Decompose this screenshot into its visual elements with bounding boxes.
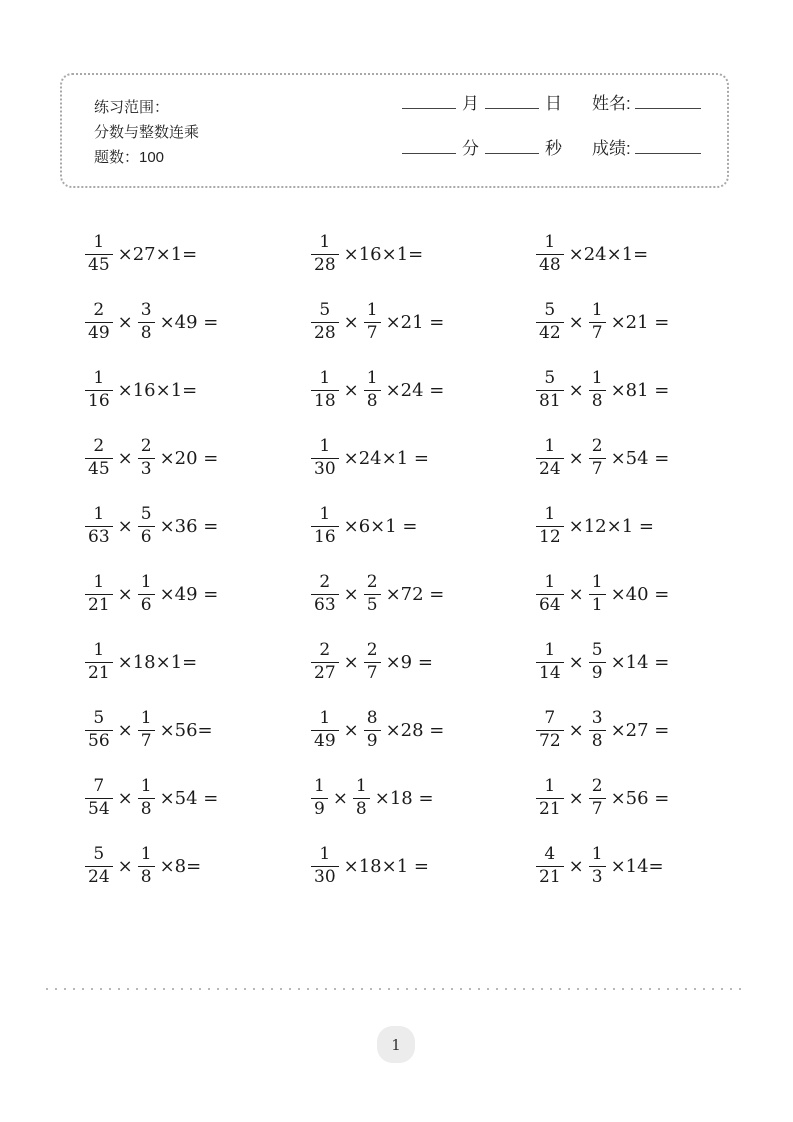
fraction-numerator: 5: [93, 844, 105, 865]
score-label: 成绩:: [592, 139, 631, 158]
fraction: [311, 777, 328, 818]
fraction-numerator: 2: [366, 640, 378, 661]
fraction-numerator: 5: [93, 708, 105, 729]
fraction-denominator: 3: [591, 866, 603, 887]
operator-text: ×: [117, 311, 133, 333]
operator-text: ×: [343, 379, 359, 401]
fraction-denominator: 56: [88, 730, 110, 751]
math-problem: [85, 492, 311, 560]
fraction-numerator: 2: [93, 436, 105, 457]
fraction: [589, 369, 606, 410]
math-problem: [85, 696, 311, 764]
math-problem: [311, 356, 536, 424]
fraction-denominator: 63: [314, 594, 336, 615]
fraction: [353, 777, 370, 818]
fraction-numerator: 1: [140, 844, 152, 865]
math-problem: [311, 220, 536, 288]
fraction-denominator: 12: [539, 526, 561, 547]
fraction-numerator: 1: [366, 368, 378, 389]
page-divider: [46, 988, 748, 990]
fraction: [85, 709, 113, 750]
fraction-numerator: 1: [314, 776, 325, 797]
fraction-denominator: 8: [355, 798, 367, 819]
fraction-numerator: 1: [591, 844, 603, 865]
fraction-numerator: 1: [544, 232, 556, 253]
problems-grid: [85, 220, 760, 900]
second-blank: [485, 139, 539, 154]
fraction-denominator: 48: [539, 254, 561, 275]
math-problem: [536, 628, 760, 696]
fraction-denominator: 81: [539, 390, 561, 411]
fraction: [85, 641, 113, 682]
fraction-denominator: 18: [314, 390, 336, 411]
fraction-numerator: 2: [591, 436, 603, 457]
fraction: [536, 641, 564, 682]
math-problem: [311, 560, 536, 628]
fraction-numerator: 1: [319, 504, 331, 525]
fraction: [138, 777, 155, 818]
fraction-denominator: 8: [591, 730, 603, 751]
operator-text: ×14=: [610, 855, 664, 877]
fraction-numerator: 1: [93, 504, 105, 525]
fraction-numerator: 5: [591, 640, 603, 661]
math-problem: [536, 696, 760, 764]
math-problem: [536, 220, 760, 288]
practice-topic: 分数与整数连乘: [94, 124, 200, 141]
fraction-denominator: 45: [88, 458, 110, 479]
fraction-numerator: 1: [140, 708, 152, 729]
fraction-denominator: 8: [140, 866, 152, 887]
operator-text: ×56=: [159, 719, 213, 741]
fraction-numerator: 1: [93, 640, 105, 661]
operator-text: ×: [343, 311, 359, 333]
fraction: [589, 709, 606, 750]
math-problem: [85, 220, 311, 288]
fraction: [536, 505, 564, 546]
time-score-row: [402, 134, 701, 179]
page-number-badge: 1: [377, 1026, 415, 1063]
operator-text: ×40 =: [610, 583, 670, 605]
fraction: [589, 301, 606, 342]
math-problem: [85, 764, 311, 832]
operator-text: ×27×1=: [117, 243, 198, 265]
fraction-denominator: 16: [88, 390, 110, 411]
score-blank: [635, 139, 701, 154]
operator-text: ×56 =: [610, 787, 670, 809]
fraction-numerator: 2: [319, 640, 331, 661]
math-problem: [311, 764, 536, 832]
day-blank: [485, 94, 539, 109]
day-label: 日: [545, 94, 562, 113]
fraction-numerator: 1: [591, 300, 603, 321]
fraction: [85, 233, 113, 274]
second-label: 秒: [545, 139, 562, 158]
fraction-denominator: 21: [539, 866, 561, 887]
fraction-numerator: 2: [591, 776, 603, 797]
fraction-numerator: 5: [544, 300, 556, 321]
operator-text: ×9 =: [385, 651, 433, 673]
operator-text: ×28 =: [385, 719, 445, 741]
operator-text: ×: [343, 583, 359, 605]
fraction-denominator: 54: [88, 798, 110, 819]
operator-text: ×24×1=: [568, 243, 649, 265]
math-problem: [536, 424, 760, 492]
fraction: [589, 641, 606, 682]
fraction: [85, 573, 113, 614]
fraction-denominator: 27: [314, 662, 336, 683]
operator-text: ×6×1 =: [343, 515, 418, 537]
fraction-denominator: 6: [140, 526, 152, 547]
operator-text: ×18×1=: [117, 651, 198, 673]
operator-text: ×: [568, 311, 584, 333]
fraction-numerator: 5: [544, 368, 556, 389]
fraction-denominator: 21: [539, 798, 561, 819]
operator-text: ×49 =: [159, 583, 219, 605]
fraction-numerator: 2: [319, 572, 331, 593]
fraction: [364, 641, 381, 682]
minute-blank: [402, 139, 456, 154]
operator-text: ×: [568, 447, 584, 469]
operator-text: ×: [117, 447, 133, 469]
fraction-denominator: 42: [539, 322, 561, 343]
fraction-denominator: 45: [88, 254, 110, 275]
fraction-numerator: 1: [544, 776, 556, 797]
fraction-numerator: 2: [366, 572, 378, 593]
math-problem: [85, 832, 311, 900]
month-blank: [402, 94, 456, 109]
practice-info: [94, 95, 199, 170]
fraction: [311, 437, 339, 478]
fraction-numerator: 1: [319, 232, 331, 253]
fraction: [536, 301, 564, 342]
fraction: [536, 573, 564, 614]
fraction-denominator: 9: [314, 798, 325, 819]
operator-text: ×14 =: [610, 651, 670, 673]
fraction-numerator: 1: [591, 368, 603, 389]
fraction: [138, 301, 155, 342]
fraction-numerator: 1: [319, 436, 331, 457]
operator-text: ×: [568, 855, 584, 877]
fraction: [364, 301, 381, 342]
fraction-denominator: 30: [314, 866, 336, 887]
name-blank: [635, 94, 701, 109]
fraction: [536, 369, 564, 410]
operator-text: ×16×1=: [117, 379, 198, 401]
fraction: [536, 777, 564, 818]
fraction-numerator: 1: [544, 572, 556, 593]
fraction-denominator: 8: [140, 798, 152, 819]
fraction-denominator: 9: [366, 730, 378, 751]
name-label: 姓名:: [592, 94, 631, 113]
fraction-denominator: 64: [539, 594, 561, 615]
operator-text: ×: [117, 719, 133, 741]
fraction-denominator: 14: [539, 662, 561, 683]
operator-text: ×54 =: [610, 447, 670, 469]
fraction: [85, 369, 113, 410]
fraction-denominator: 72: [539, 730, 561, 751]
math-problem: [311, 628, 536, 696]
fraction: [311, 505, 339, 546]
math-problem: [311, 424, 536, 492]
fraction: [85, 301, 113, 342]
fraction-denominator: 8: [366, 390, 378, 411]
math-problem: [85, 288, 311, 356]
fraction-denominator: 7: [140, 730, 152, 751]
fraction-denominator: 21: [88, 662, 110, 683]
operator-text: ×: [117, 515, 133, 537]
fraction-denominator: 8: [591, 390, 603, 411]
fraction-numerator: 1: [319, 708, 331, 729]
fraction-denominator: 8: [140, 322, 152, 343]
operator-text: ×36 =: [159, 515, 219, 537]
fraction-denominator: 1: [591, 594, 603, 615]
operator-text: ×20 =: [159, 447, 219, 469]
fraction: [536, 709, 564, 750]
fraction: [364, 709, 381, 750]
fraction: [85, 437, 113, 478]
fraction: [364, 573, 381, 614]
operator-text: ×: [117, 855, 133, 877]
operator-text: ×21 =: [385, 311, 445, 333]
fraction-numerator: 1: [366, 300, 378, 321]
fraction-numerator: 1: [140, 776, 152, 797]
operator-text: ×: [343, 719, 359, 741]
date-name-fields: [402, 89, 701, 179]
fraction-numerator: 5: [140, 504, 152, 525]
fraction-numerator: 7: [93, 776, 105, 797]
fraction-denominator: 63: [88, 526, 110, 547]
fraction-numerator: 2: [140, 436, 152, 457]
operator-text: ×: [117, 583, 133, 605]
date-name-row: [402, 89, 701, 134]
math-problem: [85, 424, 311, 492]
fraction: [589, 437, 606, 478]
fraction-numerator: 1: [544, 640, 556, 661]
fraction: [311, 233, 339, 274]
fraction-denominator: 9: [591, 662, 603, 683]
fraction-denominator: 3: [140, 458, 152, 479]
fraction-denominator: 7: [591, 798, 603, 819]
math-problem: [85, 628, 311, 696]
math-problem: [536, 356, 760, 424]
operator-text: ×: [117, 787, 133, 809]
fraction: [311, 301, 339, 342]
operator-text: ×12×1 =: [568, 515, 654, 537]
operator-text: ×72 =: [385, 583, 445, 605]
math-problem: [311, 288, 536, 356]
fraction: [85, 845, 113, 886]
fraction: [536, 437, 564, 478]
fraction: [311, 369, 339, 410]
fraction: [311, 709, 339, 750]
operator-text: ×18 =: [374, 787, 434, 809]
fraction: [364, 369, 381, 410]
operator-text: ×49 =: [159, 311, 219, 333]
fraction-denominator: 28: [314, 254, 336, 275]
math-problem: [311, 696, 536, 764]
math-problem: [536, 492, 760, 560]
practice-scope-label: 练习范围：: [94, 99, 170, 116]
fraction-numerator: 1: [140, 572, 152, 593]
fraction-denominator: 28: [314, 322, 336, 343]
fraction: [311, 573, 339, 614]
fraction: [589, 777, 606, 818]
question-count: 题数：100: [94, 149, 165, 166]
math-problem: [311, 492, 536, 560]
operator-text: ×: [568, 379, 584, 401]
fraction-denominator: 24: [88, 866, 110, 887]
fraction-denominator: 49: [314, 730, 336, 751]
operator-text: ×54 =: [159, 787, 219, 809]
operator-text: ×18×1 =: [343, 855, 429, 877]
fraction-denominator: 6: [140, 594, 152, 615]
fraction: [138, 845, 155, 886]
fraction-numerator: 1: [319, 368, 331, 389]
minute-label: 分: [462, 139, 479, 158]
operator-text: ×: [343, 651, 359, 673]
operator-text: ×24×1 =: [343, 447, 429, 469]
fraction: [138, 437, 155, 478]
math-problem: [311, 832, 536, 900]
fraction-denominator: 24: [539, 458, 561, 479]
fraction-denominator: 7: [591, 458, 603, 479]
operator-text: ×: [568, 719, 584, 741]
math-problem: [536, 288, 760, 356]
fraction-numerator: 1: [544, 504, 556, 525]
operator-text: ×16×1=: [343, 243, 424, 265]
fraction-denominator: 30: [314, 458, 336, 479]
operator-text: ×81 =: [610, 379, 670, 401]
fraction: [138, 505, 155, 546]
fraction-numerator: 8: [366, 708, 378, 729]
math-problem: [536, 560, 760, 628]
month-label: 月: [462, 94, 479, 113]
math-problem: [85, 560, 311, 628]
operator-text: ×: [568, 787, 584, 809]
worksheet-header-box: [60, 73, 729, 188]
fraction: [85, 777, 113, 818]
fraction-numerator: 1: [93, 232, 105, 253]
fraction-denominator: 7: [366, 322, 378, 343]
fraction-numerator: 1: [93, 572, 105, 593]
fraction-numerator: 1: [355, 776, 367, 797]
fraction: [85, 505, 113, 546]
math-problem: [85, 356, 311, 424]
fraction: [311, 641, 339, 682]
fraction-denominator: 49: [88, 322, 110, 343]
fraction-denominator: 5: [366, 594, 378, 615]
fraction-numerator: 1: [319, 844, 331, 865]
fraction-numerator: 1: [544, 436, 556, 457]
operator-text: ×24 =: [385, 379, 445, 401]
operator-text: ×: [568, 651, 584, 673]
fraction-numerator: 1: [93, 368, 105, 389]
operator-text: ×21 =: [610, 311, 670, 333]
fraction: [138, 573, 155, 614]
fraction: [311, 845, 339, 886]
fraction-numerator: 5: [319, 300, 331, 321]
fraction-numerator: 3: [591, 708, 603, 729]
fraction-numerator: 4: [544, 844, 556, 865]
fraction: [536, 845, 564, 886]
fraction: [589, 573, 606, 614]
math-problem: [536, 764, 760, 832]
fraction-numerator: 2: [93, 300, 105, 321]
operator-text: ×: [332, 787, 348, 809]
fraction-denominator: 7: [366, 662, 378, 683]
fraction: [589, 845, 606, 886]
math-problem: [536, 832, 760, 900]
fraction-numerator: 1: [591, 572, 603, 593]
fraction: [138, 709, 155, 750]
operator-text: ×: [568, 583, 584, 605]
fraction-denominator: 21: [88, 594, 110, 615]
fraction: [536, 233, 564, 274]
fraction-denominator: 16: [314, 526, 336, 547]
operator-text: ×27 =: [610, 719, 670, 741]
fraction-numerator: 7: [544, 708, 556, 729]
fraction-denominator: 7: [591, 322, 603, 343]
fraction-numerator: 3: [140, 300, 152, 321]
operator-text: ×8=: [159, 855, 202, 877]
